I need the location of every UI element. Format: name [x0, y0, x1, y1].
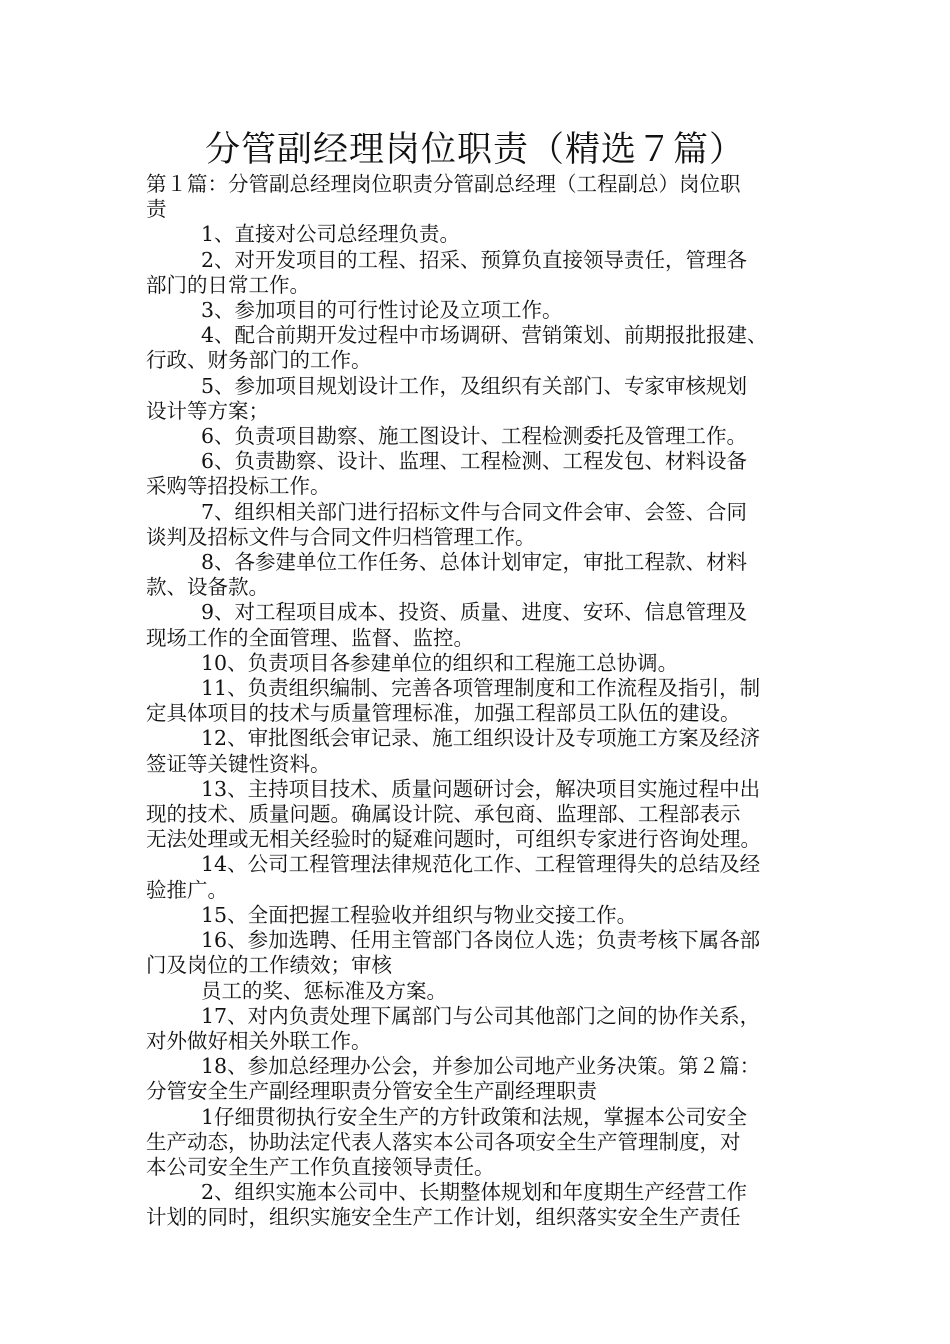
text-line: 5、参加项目规划设计工作，及组织有关部门、专家审核规划	[201, 373, 748, 398]
paragraph	[146, 172, 822, 222]
text-line: 分管安全生产副经理职责分管安全生产副经理职责	[146, 1079, 597, 1104]
paragraph	[146, 550, 822, 600]
text-line: 16、参加选聘、任用主管部门各岗位人选；负责考核下属各部	[201, 928, 761, 953]
text-line: 1、直接对公司总经理负责。	[201, 222, 461, 247]
paragraph	[146, 726, 822, 776]
paragraph	[146, 777, 822, 853]
text-line: 13、主持项目技术、质量问题研讨会，解决项目实施过程中出	[201, 776, 761, 801]
text-line: 12、审批图纸会审记录、施工组织设计及专项施工方案及经济	[201, 726, 761, 751]
paragraph	[146, 651, 822, 676]
paragraph	[146, 1004, 822, 1054]
paragraph	[146, 323, 822, 373]
text-line: 本公司安全生产工作负直接领导责任。	[146, 1154, 495, 1179]
paragraph	[146, 298, 822, 323]
document-title: 分管副经理岗位职责（精选７篇）	[204, 130, 745, 170]
text-line: 计划的同时，组织实施安全生产工作计划，组织落实安全生产责任	[146, 1205, 741, 1230]
text-line: 谈判及招标文件与合同文件归档管理工作。	[146, 524, 536, 549]
document-body	[146, 172, 822, 1231]
text-line: 采购等招投标工作。	[146, 474, 331, 499]
text-line: 18、参加总经理办公会，并参加公司地产业务决策。第２篇：	[201, 1054, 761, 1079]
text-line: 14、公司工程管理法律规范化工作、工程管理得失的总结及经	[201, 852, 761, 877]
paragraph	[146, 928, 822, 978]
text-line: 对外做好相关外联工作。	[146, 1028, 372, 1053]
text-line: 生产动态，协助法定代表人落实本公司各项安全生产管理制度，对	[146, 1129, 741, 1154]
paragraph	[146, 600, 822, 650]
paragraph	[146, 374, 822, 424]
paragraph	[146, 222, 822, 247]
text-line: 员工的奖、惩标准及方案。	[201, 978, 447, 1003]
text-line: 现场工作的全面管理、监督、监控。	[146, 625, 474, 650]
text-line: 4、配合前期开发过程中市场调研、营销策划、前期报批报建、	[201, 323, 768, 348]
paragraph	[146, 676, 822, 726]
text-line: 现的技术、质量问题。确属设计院、承包商、监理部、工程部表示	[146, 802, 741, 827]
paragraph	[146, 979, 822, 1004]
paragraph	[146, 1105, 822, 1181]
text-line: 门及岗位的工作绩效；审核	[146, 953, 392, 978]
text-line: 验推广。	[146, 877, 228, 902]
text-line: 11、负责组织编制、完善各项管理制度和工作流程及指引，制	[201, 676, 761, 701]
text-line: 第１篇：分管副总经理岗位职责分管副总经理（工程副总）岗位职	[146, 172, 741, 196]
text-line: 2、对开发项目的工程、招采、预算负直接领导责任，管理各	[201, 247, 748, 272]
text-line: 17、对内负责处理下属部门与公司其他部门之间的协作关系，	[201, 1003, 761, 1028]
text-line: 2、组织实施本公司中、长期整体规划和年度期生产经营工作	[201, 1180, 748, 1205]
text-line: 8、各参建单位工作任务、总体计划审定，审批工程款、材料	[201, 550, 748, 575]
paragraph	[146, 1180, 822, 1230]
text-line: 7、组织相关部门进行招标文件与合同文件会审、会签、合同	[201, 499, 748, 524]
text-line: 6、负责勘察、设计、监理、工程检测、工程发包、材料设备	[201, 449, 748, 474]
text-line: 定具体项目的技术与质量管理标准，加强工程部员工队伍的建设。	[146, 701, 741, 726]
text-line: 15、全面把握工程验收并组织与物业交接工作。	[201, 902, 638, 927]
text-line: 行政、财务部门的工作。	[146, 348, 372, 373]
text-line: 签证等关键性资料。	[146, 751, 331, 776]
text-line: 6、负责项目勘察、施工图设计、工程检测委托及管理工作。	[201, 424, 748, 449]
text-line: 部门的日常工作。	[146, 272, 310, 297]
text-line: 设计等方案；	[146, 398, 269, 423]
paragraph	[146, 852, 822, 902]
paragraph	[146, 500, 822, 550]
paragraph	[146, 449, 822, 499]
text-line: 款、设备款。	[146, 575, 269, 600]
text-line: 责	[146, 197, 167, 222]
text-line: 10、负责项目各参建单位的组织和工程施工总协调。	[201, 650, 679, 675]
paragraph	[146, 248, 822, 298]
text-line: 3、参加项目的可行性讨论及立项工作。	[201, 298, 563, 323]
text-line: 无法处理或无相关经验时的疑难问题时，可组织专家进行咨询处理。	[146, 827, 761, 852]
paragraph	[146, 1054, 822, 1104]
paragraph	[146, 424, 822, 449]
text-line: 1仔细贯彻执行安全生产的方针政策和法规，掌握本公司安全	[201, 1104, 748, 1129]
paragraph	[146, 903, 822, 928]
text-line: 9、对工程项目成本、投资、质量、进度、安环、信息管理及	[201, 600, 748, 625]
